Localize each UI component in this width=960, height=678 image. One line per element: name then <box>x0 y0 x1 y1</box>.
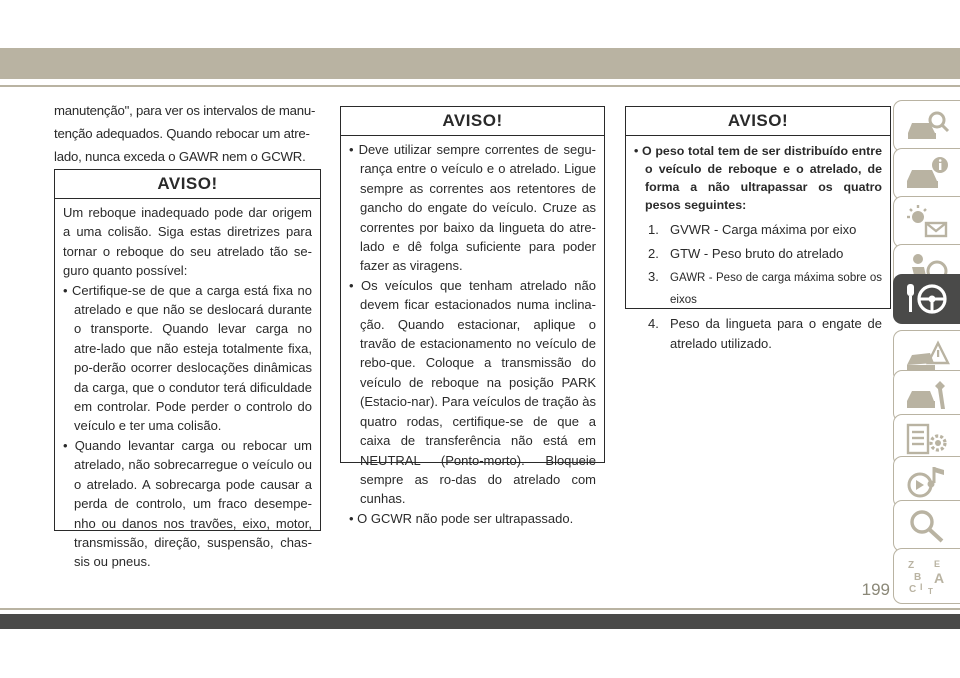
svg-text:E: E <box>934 559 941 569</box>
svg-text:C: C <box>909 584 917 595</box>
chapter-tab-customer-assistance[interactable] <box>893 500 960 552</box>
car-search-icon <box>904 107 950 145</box>
svg-text:I: I <box>920 582 923 592</box>
weight-item: 2. GTW - Peso bruto do atrelado <box>648 245 844 261</box>
warning-bullet: • O GCWR não pode ser ultrapassado. <box>349 509 596 528</box>
chapter-tab-starting-driving[interactable] <box>893 274 960 324</box>
svg-text:T: T <box>928 587 933 595</box>
page-number: 199 <box>861 580 890 599</box>
car-service-wrench-icon <box>904 377 950 415</box>
header-band <box>0 48 960 79</box>
chapter-tab-warning-lights[interactable] <box>893 196 960 248</box>
warning-box-3 <box>625 106 891 351</box>
svg-text:Z: Z <box>908 560 915 571</box>
weight-item: 1. GVWR - Carga máxima por eixo <box>648 222 857 237</box>
chapter-tab-car-search[interactable] <box>893 100 960 152</box>
chapter-tab-index[interactable] <box>893 548 960 604</box>
chapter-tab-car-info[interactable] <box>893 148 960 200</box>
warning-paragraph: Um reboque inadequado pode dar origem a uma colisão. Siga estas diretrizes para tornar o reboque do seu atrelado tão se-guro quanto possível: <box>63 205 312 279</box>
intro-paragraph: manutenção", para ver os intervalos de manu-tenção adequados. Quando rebocar um atre-lado, nunca exceda o GAWR nem o GCWR. <box>54 103 316 164</box>
warning-box-1 <box>54 169 321 570</box>
warning-title: AVISO! <box>626 107 890 136</box>
checklist-gear-icon <box>904 421 950 459</box>
magnifier-icon <box>904 507 950 545</box>
warning-bullet: • Quando levantar carga ou rebocar um atrelado, não sobrecarregue o veículo ou o atrelado. A sobrecarga pode causar a perda de controlo, um fraco desempe-nho ou danos nos travões, eixo, motor, transmissão, direção, suspensão, chas-sis ou pneus. <box>63 436 312 572</box>
warning-bullet: • Deve utilizar sempre correntes de segu-rança entre o veículo e o atrelado. Ligue sempre as correntes aos retentores de gancho do engate do veículo. Cruze as correntes por baixo da lingueta do atre-lado e dê folga suficiente para poder fazer as viragens. <box>349 140 596 276</box>
svg-text:A: A <box>934 570 945 586</box>
footer-band <box>0 614 960 629</box>
warning-bullet: • Os veículos que tenham atrelado não devem ficar estacionados numa inclina-ção. Quando estacionar, aplique o travão de estacionamento no veículo de rebo-que. Coloque a transmissão do veículo de reboque na posição PARK (Estacio-nar). Para veículos de tração às quatro rodas, certifique-se de que a caixa de transferência não está em NEUTRAL (Ponto-morto). Bloqueie sempre as ro-das do atrelado com cunhas. <box>349 276 596 509</box>
warning-box-2 <box>340 106 605 526</box>
car-info-icon <box>904 155 950 193</box>
weight-item: 4. Peso da lingueta para o engate de atrelado utilizado. <box>648 316 882 351</box>
warning-lead: • O peso total tem de ser distribuído entre o veículo de reboque e o atrelado, de forma a não ultrapassar os quatro pesos seguintes: <box>634 142 882 214</box>
footer-rule <box>0 608 960 610</box>
svg-text:B: B <box>914 572 922 583</box>
warning-lights-mail-icon <box>904 203 950 241</box>
warning-bullet: • Certifique-se de que a carga está fixa no atrelado e que não se deslocará durante o transporte. Quando levar carga no atre-lado que não esteja totalmente fixa, po-derão ocorrer deslocações dinâmicas da carga, que o condutor terá dificuldade em controlar. Pode perder o controlo do veículo e ter uma colisão. <box>63 281 312 436</box>
header-rule <box>0 85 960 87</box>
warning-title: AVISO! <box>55 170 320 199</box>
alphabet-index-icon <box>904 557 950 595</box>
weight-item: 3. GAWR - Peso de carga máxima sobre os eixos <box>648 269 882 306</box>
key-steering-wheel-icon <box>904 280 950 318</box>
multimedia-icon <box>904 463 950 501</box>
warning-title: AVISO! <box>341 107 604 136</box>
